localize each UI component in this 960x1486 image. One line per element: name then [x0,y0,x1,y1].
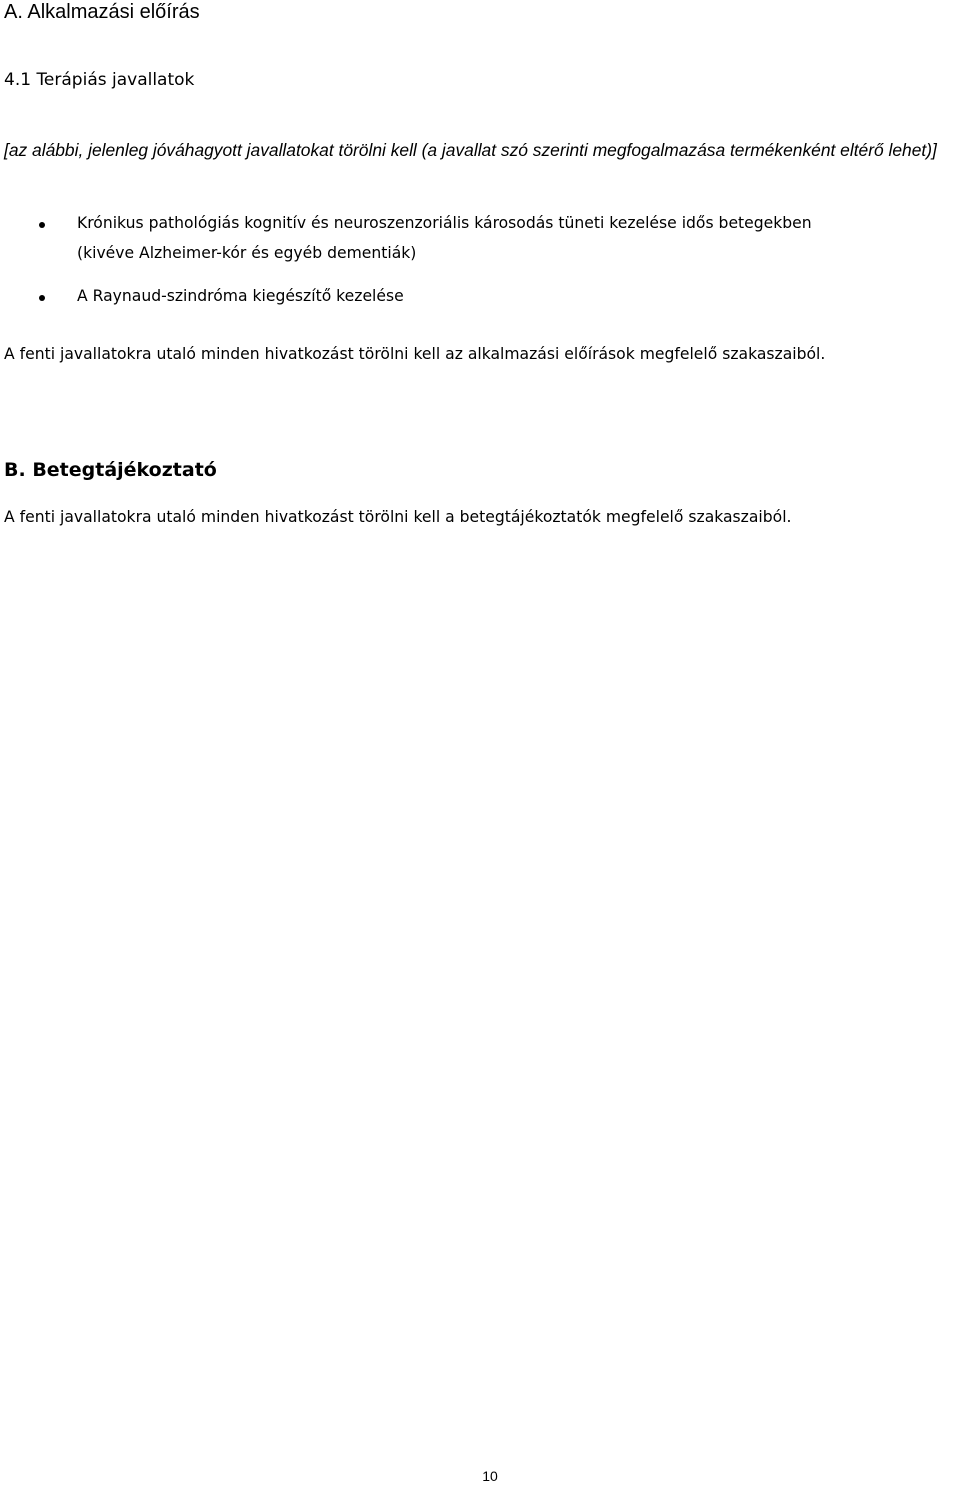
section-b-title: B. Betegtájékoztató [4,459,217,481]
pil-paragraph: A fenti javallatokra utaló minden hivatkozást törölni kell a betegtájékoztatók megfelelő szakaszaiból. [4,508,792,526]
spc-paragraph: A fenti javallatokra utaló minden hivatkozást törölni kell az alkalmazási előírások megfelelő szakaszaiból. [4,345,826,363]
bullet-icon [39,222,45,228]
list-item-text: Krónikus pathológiás kognitív és neuroszenzoriális károsodás tüneti kezelése idős betegekben [77,214,812,232]
list-item-text-continuation: (kivéve Alzheimer-kór és egyéb dementiák) [77,244,417,262]
section-a-title: A. Alkalmazási előírás [4,1,200,23]
page-number: 10 [482,1468,498,1484]
editorial-note: [az alábbi, jelenleg jóváhagyott javallatokat törölni kell (a javallat szó szerinti megfogalmazása termékenként eltérő lehet)] [4,140,937,160]
subsection-title: 4.1 Terápiás javallatok [4,70,195,90]
list-item-text: A Raynaud-szindróma kiegészítő kezelése [77,287,404,305]
bullet-icon [39,295,45,301]
